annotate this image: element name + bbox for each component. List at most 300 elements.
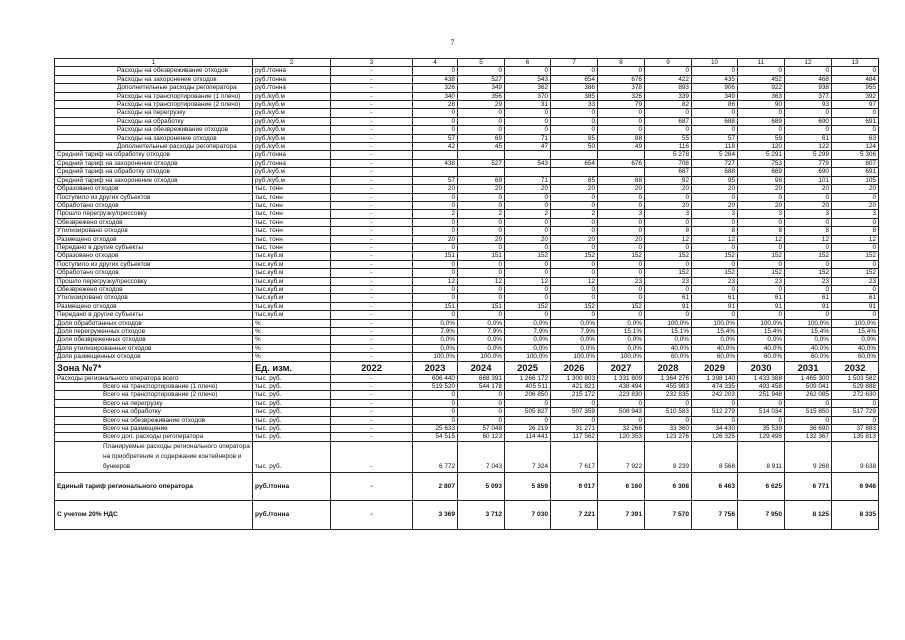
value-cell: 1 465 300 — [785, 374, 832, 382]
value-cell: 378 — [598, 84, 645, 92]
value-cell: 0 — [505, 201, 551, 209]
tariff-table — [54, 58, 879, 530]
value-cell: 82 — [645, 101, 692, 109]
value-cell — [551, 151, 598, 159]
value-cell: 543 — [505, 75, 551, 83]
value-cell: 10 — [692, 59, 738, 67]
table-row — [55, 353, 879, 361]
table-row — [55, 277, 879, 285]
value-cell: 0 — [413, 218, 458, 226]
unit-cell: тыс. тонн — [253, 185, 331, 193]
row-label-cell: Размещено отходов — [55, 235, 253, 243]
value-cell: 0,0% — [413, 319, 458, 327]
value-cell: 23 — [598, 277, 645, 285]
value-cell: 5 093 — [458, 472, 505, 500]
unit-cell: руб./куб.м — [253, 101, 331, 109]
table-row — [55, 92, 879, 100]
value-cell: 0 — [551, 67, 598, 75]
value-cell: 15,1% — [645, 328, 692, 336]
value-cell: 0 — [692, 416, 738, 424]
row-label-cell: Расходы на обезвреживание отходов — [55, 67, 253, 75]
value-cell: - — [331, 151, 413, 159]
value-cell: 2 807 — [413, 472, 458, 500]
unit-cell: % — [253, 344, 331, 352]
unit-cell: руб./куб.м — [253, 168, 331, 176]
value-cell: 0,0% — [551, 319, 598, 327]
value-cell: 20 — [458, 235, 505, 243]
value-cell: 0 — [458, 294, 505, 302]
value-cell: 23 — [645, 277, 692, 285]
value-cell: 508 943 — [598, 408, 645, 416]
value-cell: 0 — [551, 117, 598, 125]
value-cell: 1 266 172 — [505, 374, 551, 382]
unit-cell: руб./тонна — [253, 500, 331, 529]
value-cell: 691 — [832, 117, 879, 125]
table-row — [55, 336, 879, 344]
value-cell: 0,0% — [692, 336, 738, 344]
value-cell: 6 946 — [832, 472, 879, 500]
unit-cell: тыс. руб. — [253, 441, 331, 472]
value-cell: 15,4% — [832, 328, 879, 336]
value-cell: 527 — [458, 159, 505, 167]
value-cell: - — [331, 500, 413, 529]
table-row — [55, 441, 879, 472]
value-cell: 100,0% — [551, 353, 598, 361]
unit-cell: руб./тонна — [253, 472, 331, 500]
row-label-cell: С учетом 20% НДС — [55, 500, 253, 529]
value-cell: 91 — [785, 302, 832, 310]
row-label-cell: Единый тариф регионального оператора — [55, 472, 253, 500]
row-label-cell: Доля утилизированных отходов — [55, 344, 253, 352]
unit-cell: тыс.куб.м — [253, 311, 331, 319]
value-cell: 8 568 — [692, 441, 738, 472]
value-cell: 105 — [832, 176, 879, 184]
value-cell: 91 — [692, 302, 738, 310]
value-cell: 0 — [645, 399, 692, 407]
column-number-row — [55, 59, 879, 67]
value-cell: 727 — [692, 159, 738, 167]
value-cell: 98 — [738, 176, 785, 184]
value-cell: 20 — [458, 185, 505, 193]
value-cell — [458, 168, 505, 176]
value-cell: 438 494 — [598, 383, 645, 391]
value-cell: 5 291 — [738, 151, 785, 159]
value-cell: - — [331, 269, 413, 277]
value-cell: 0 — [458, 285, 505, 293]
value-cell: 42 — [413, 143, 458, 151]
value-cell: 15,4% — [738, 328, 785, 336]
value-cell: 0 — [738, 126, 785, 134]
value-cell: 0,0% — [598, 319, 645, 327]
value-cell: 0,0% — [785, 336, 832, 344]
value-cell: 120 353 — [598, 433, 645, 441]
value-cell: 515 850 — [785, 408, 832, 416]
value-cell: 688 — [692, 117, 738, 125]
value-cell: 0 — [551, 285, 598, 293]
table-row — [55, 227, 879, 235]
value-cell: 0 — [458, 227, 505, 235]
value-cell: 405 511 — [505, 383, 551, 391]
value-cell: 12 — [738, 235, 785, 243]
table-row — [55, 269, 879, 277]
unit-cell: руб./куб.м — [253, 134, 331, 142]
value-cell: - — [331, 353, 413, 361]
value-cell: 0 — [645, 260, 692, 268]
value-cell: 6 463 — [692, 472, 738, 500]
value-cell: 0 — [645, 285, 692, 293]
value-cell: 272 630 — [832, 391, 879, 399]
value-cell: 0 — [692, 126, 738, 134]
value-cell: 807 — [832, 159, 879, 167]
value-cell: 0 — [645, 243, 692, 251]
unit-cell: тыс. руб. — [253, 408, 331, 416]
value-cell: 0,0% — [505, 319, 551, 327]
value-cell: 0 — [458, 193, 505, 201]
value-cell: 0 — [413, 408, 458, 416]
value-cell: - — [331, 294, 413, 302]
value-cell: 152 — [738, 269, 785, 277]
value-cell: 385 — [551, 92, 598, 100]
value-cell: 356 — [458, 92, 505, 100]
value-cell: 0 — [738, 285, 785, 293]
value-cell: - — [331, 336, 413, 344]
value-cell: 0 — [785, 285, 832, 293]
value-cell: 91 — [738, 302, 785, 310]
value-cell: 6 625 — [738, 472, 785, 500]
value-cell: 0 — [645, 416, 692, 424]
value-cell: 8 — [598, 59, 645, 67]
value-cell: 135 813 — [832, 433, 879, 441]
value-cell — [505, 151, 551, 159]
value-cell: - — [331, 168, 413, 176]
value-cell: - — [331, 101, 413, 109]
value-cell: 3 — [832, 210, 879, 218]
value-cell: 151 — [458, 302, 505, 310]
value-cell: 101 — [785, 176, 832, 184]
row-label-cell: Средний тариф на захоронение отходов — [55, 159, 253, 167]
value-cell: 0 — [505, 109, 551, 117]
value-cell: 12 — [413, 277, 458, 285]
value-cell: 0 — [692, 193, 738, 201]
value-cell: 11 — [738, 59, 785, 67]
value-cell: 3 — [738, 210, 785, 218]
value-cell: 223 830 — [598, 391, 645, 399]
value-cell: 0 — [692, 67, 738, 75]
value-cell: 0 — [785, 126, 832, 134]
value-cell: 60,0% — [692, 353, 738, 361]
value-cell: 455 983 — [645, 383, 692, 391]
value-cell: 363 — [738, 92, 785, 100]
value-cell: 7,9% — [413, 328, 458, 336]
value-cell: 13 — [832, 59, 879, 67]
value-cell: 1 433 388 — [738, 374, 785, 382]
value-cell: 100,0% — [645, 319, 692, 327]
unit-cell: тыс. тонн — [253, 227, 331, 235]
value-cell: 0 — [413, 243, 458, 251]
value-cell: 0 — [413, 117, 458, 125]
value-cell: 3 — [692, 210, 738, 218]
value-cell: - — [331, 328, 413, 336]
value-cell: 0 — [458, 399, 505, 407]
value-cell: - — [331, 425, 413, 433]
row-label-cell: Расходы на захоронение отходов — [55, 134, 253, 142]
value-cell: 5 859 — [505, 472, 551, 500]
unit-cell: тыс. руб. — [253, 425, 331, 433]
value-cell: 40,0% — [645, 344, 692, 352]
unit-cell: тыс. тонн — [253, 210, 331, 218]
value-cell: 0,0% — [738, 336, 785, 344]
value-cell: 37 883 — [832, 425, 879, 433]
unit-cell: руб./тонна — [253, 84, 331, 92]
value-cell: 0,0% — [505, 336, 551, 344]
value-cell: 0 — [458, 243, 505, 251]
unit-cell: тыс. руб. — [253, 433, 331, 441]
value-cell: 23 — [692, 277, 738, 285]
unit-cell: руб./куб.м — [253, 126, 331, 134]
value-cell: 61 — [785, 294, 832, 302]
value-cell: 25 633 — [413, 425, 458, 433]
value-cell: 8 — [738, 227, 785, 235]
value-cell: 689 — [738, 168, 785, 176]
row-label-cell: Всего на транспортирование (2 плечо) — [55, 391, 253, 399]
value-cell: 938 — [785, 84, 832, 92]
table-row — [55, 260, 879, 268]
row-label-cell: Образовано отходов — [55, 185, 253, 193]
value-cell: 543 — [505, 159, 551, 167]
value-cell: 120 — [738, 143, 785, 151]
value-cell: - — [331, 319, 413, 327]
value-cell: 690 — [785, 168, 832, 176]
value-cell: 126 325 — [692, 433, 738, 441]
value-cell: 151 — [458, 252, 505, 260]
value-cell: 0 — [458, 67, 505, 75]
value-cell: 60,0% — [738, 353, 785, 361]
value-cell: 0 — [505, 67, 551, 75]
table-row — [55, 168, 879, 176]
value-cell — [551, 168, 598, 176]
value-cell: 708 — [645, 159, 692, 167]
value-cell: 0 — [832, 126, 879, 134]
value-cell: 0 — [413, 391, 458, 399]
value-cell: 7 922 — [598, 441, 645, 472]
unit-cell: тыс.куб.м — [253, 252, 331, 260]
row-label-cell: Зона №7* — [55, 361, 253, 374]
value-cell: 26 219 — [505, 425, 551, 433]
value-cell: 0 — [413, 126, 458, 134]
value-cell: 505 827 — [505, 408, 551, 416]
value-cell: 57 048 — [458, 425, 505, 433]
value-cell: 60 123 — [458, 433, 505, 441]
unit-cell: тыс. руб. — [253, 391, 331, 399]
unit-cell: % — [253, 328, 331, 336]
value-cell: 100,0% — [738, 319, 785, 327]
value-cell: 57 — [692, 134, 738, 142]
value-cell: 20 — [645, 185, 692, 193]
unit-cell: тыс.куб.м — [253, 302, 331, 310]
table-row — [55, 159, 879, 167]
value-cell: - — [331, 92, 413, 100]
value-cell: 40,0% — [738, 344, 785, 352]
value-cell: 0 — [458, 391, 505, 399]
value-cell: 0,0% — [832, 336, 879, 344]
value-cell: 206 850 — [505, 391, 551, 399]
row-label-cell: Передано в другие субъекты — [55, 243, 253, 251]
value-cell: 0 — [738, 416, 785, 424]
value-cell: 20 — [551, 235, 598, 243]
value-cell: - — [331, 185, 413, 193]
value-cell: 0 — [598, 285, 645, 293]
value-cell: 95 — [692, 176, 738, 184]
value-cell: 0 — [413, 294, 458, 302]
value-cell: 49 — [598, 143, 645, 151]
value-cell: 0 — [458, 218, 505, 226]
value-cell: 0 — [785, 218, 832, 226]
value-cell: - — [331, 159, 413, 167]
value-cell: 339 — [645, 92, 692, 100]
value-cell: 893 — [645, 84, 692, 92]
value-cell: 2030 — [738, 361, 785, 374]
value-cell: 0 — [551, 399, 598, 407]
value-cell: 71 — [505, 134, 551, 142]
value-cell: - — [331, 84, 413, 92]
table-row — [55, 243, 879, 251]
value-cell: - — [331, 227, 413, 235]
row-label-cell: Прошло перегрузку/прессовку — [55, 210, 253, 218]
value-cell: 0 — [692, 260, 738, 268]
value-cell: 69 — [458, 134, 505, 142]
unit-cell: тыс. руб. — [253, 383, 331, 391]
value-cell: 60,0% — [832, 353, 879, 361]
row-label-cell: Всего на размещение — [55, 425, 253, 433]
value-cell: 687 — [645, 168, 692, 176]
value-cell: 85 — [551, 134, 598, 142]
value-cell: 3 — [785, 210, 832, 218]
value-cell: 152 — [692, 252, 738, 260]
value-cell: 0 — [832, 285, 879, 293]
value-cell: 676 — [598, 159, 645, 167]
table-row — [55, 143, 879, 151]
value-cell: 0 — [551, 193, 598, 201]
value-cell: 0 — [551, 126, 598, 134]
value-cell: 12 — [692, 235, 738, 243]
value-cell: 0 — [598, 311, 645, 319]
value-cell: 20 — [413, 235, 458, 243]
value-cell: 59 — [738, 134, 785, 142]
value-cell: 31 — [505, 101, 551, 109]
value-cell — [598, 151, 645, 159]
value-cell: 20 — [598, 235, 645, 243]
value-cell: 32 266 — [598, 425, 645, 433]
value-cell: 2 — [458, 210, 505, 218]
value-cell: 0,0% — [458, 319, 505, 327]
value-cell: 3 369 — [413, 500, 458, 529]
value-cell: 0,0% — [413, 336, 458, 344]
table-row — [55, 252, 879, 260]
value-cell: 5 284 — [692, 151, 738, 159]
value-cell: 79 — [598, 101, 645, 109]
value-cell: 251 948 — [738, 391, 785, 399]
value-cell: 0 — [832, 416, 879, 424]
value-cell: 326 — [413, 84, 458, 92]
row-label-cell: Поступило из других субъектов — [55, 260, 253, 268]
value-cell: 0,0% — [645, 336, 692, 344]
row-label-cell: Расходы на захоронение отходов — [55, 75, 253, 83]
value-cell: 33 — [551, 101, 598, 109]
table-row — [55, 201, 879, 209]
zone-header-row — [55, 361, 879, 374]
value-cell: - — [331, 126, 413, 134]
value-cell: 0 — [645, 109, 692, 117]
table-row — [55, 433, 879, 441]
value-cell: 12 — [458, 277, 505, 285]
value-cell: 0 — [458, 416, 505, 424]
value-cell: 23 — [785, 277, 832, 285]
value-cell: 1 331 809 — [598, 374, 645, 382]
table-row — [55, 408, 879, 416]
value-cell: 377 — [785, 92, 832, 100]
value-cell: 152 — [645, 269, 692, 277]
value-cell: - — [331, 193, 413, 201]
value-cell: 422 — [645, 75, 692, 83]
value-cell: 35 539 — [738, 425, 785, 433]
value-cell: 544 178 — [458, 383, 505, 391]
value-cell: 0 — [505, 218, 551, 226]
value-cell: 2032 — [832, 361, 879, 374]
value-cell: 0 — [692, 311, 738, 319]
value-cell: 132 367 — [785, 433, 832, 441]
table-row — [55, 311, 879, 319]
unit-cell: 2 — [253, 59, 331, 67]
value-cell: 71 — [505, 176, 551, 184]
value-cell: 118 — [692, 143, 738, 151]
value-cell: 47 — [505, 143, 551, 151]
value-cell: 906 — [692, 84, 738, 92]
value-cell — [413, 168, 458, 176]
value-cell: - — [331, 408, 413, 416]
table-row — [55, 176, 879, 184]
value-cell: 0 — [551, 260, 598, 268]
table-row — [55, 383, 879, 391]
value-cell: 23 — [738, 277, 785, 285]
value-cell: 2 — [505, 210, 551, 218]
value-cell: 654 — [551, 75, 598, 83]
value-cell: - — [331, 235, 413, 243]
value-cell: - — [331, 260, 413, 268]
value-cell: 7,9% — [505, 328, 551, 336]
value-cell: 151 — [413, 302, 458, 310]
value-cell: 7 950 — [738, 500, 785, 529]
value-cell: - — [331, 399, 413, 407]
value-cell: 0 — [505, 243, 551, 251]
value-cell: 0 — [505, 227, 551, 235]
value-cell: 86 — [692, 101, 738, 109]
value-cell: 0 — [413, 260, 458, 268]
row-label-cell: Расходы на перегрузку — [55, 109, 253, 117]
value-cell: 326 — [598, 92, 645, 100]
table-row — [55, 328, 879, 336]
value-cell: 6 308 — [645, 472, 692, 500]
value-cell: 40,0% — [785, 344, 832, 352]
value-cell: 20 — [738, 201, 785, 209]
value-cell: 3 — [645, 210, 692, 218]
page-number: 7 — [450, 38, 455, 47]
value-cell: 676 — [598, 75, 645, 83]
value-cell: 40,0% — [692, 344, 738, 352]
value-cell: 151 — [413, 252, 458, 260]
row-label-cell: Утилизировано отходов — [55, 294, 253, 302]
value-cell: 0 — [413, 67, 458, 75]
value-cell: 152 — [785, 252, 832, 260]
